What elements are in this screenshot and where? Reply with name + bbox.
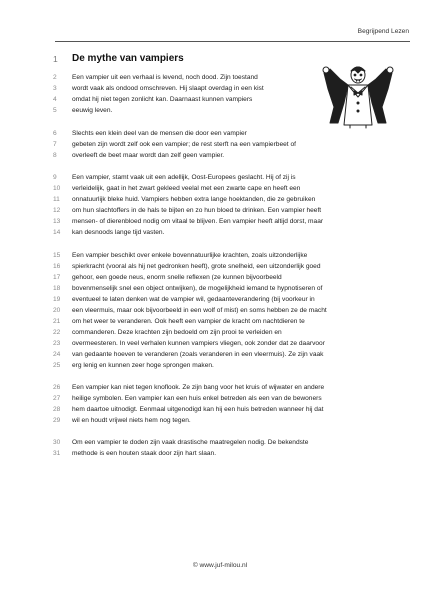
line-text: methode is een houten staak door zijn hart slaan. xyxy=(72,450,217,457)
line-number: 19 xyxy=(53,296,61,303)
line-text: onnatuurlijk bleke huid. Vampiers hebben extra lange hoektanden, die ze gebruiken xyxy=(72,196,316,203)
text-line xyxy=(0,382,440,393)
text-line xyxy=(0,205,440,216)
line-number: 1 xyxy=(53,54,58,64)
text-line xyxy=(0,404,440,415)
text-line xyxy=(0,83,440,94)
line-number: 17 xyxy=(53,274,61,281)
line-number: 13 xyxy=(53,218,61,225)
text-line xyxy=(0,316,440,327)
text-line xyxy=(0,349,440,360)
line-text: Slechts een klein deel van de mensen die door een vampier xyxy=(72,130,247,137)
line-number: 2 xyxy=(53,74,57,81)
text-line xyxy=(0,448,440,459)
line-number: 7 xyxy=(53,141,57,148)
page-title: De mythe van vampiers xyxy=(72,53,184,64)
text-line xyxy=(0,227,440,238)
line-text: heilige symbolen. Een vampier kan een huis enkel betreden als een van de bewoners xyxy=(72,395,322,402)
line-number: 6 xyxy=(53,130,57,137)
header-divider xyxy=(55,41,410,42)
text-line xyxy=(0,327,440,338)
line-text: Een vampier kan niet tegen knoflook. Ze zijn bang voor het kruis of wijwater en andere xyxy=(72,384,325,391)
line-text: van gedaante hoeven te veranderen (zoals veranderen in een vleermuis). Ze zijn vaak xyxy=(72,351,324,358)
line-text: om het weer te veranderen. Ook heeft een vampier de kracht om nachtdieren te xyxy=(72,318,305,325)
line-text: hem daartoe uitnodigt. Eenmaal uitgenodigd kan hij een huis betreden wanneer hij dat xyxy=(72,406,324,413)
line-number: 23 xyxy=(53,340,61,347)
text-line xyxy=(0,250,440,261)
line-number: 24 xyxy=(53,351,61,358)
line-text: om hun slachtoffers in de hals te bijten en zo hun bloed te drinken. Een vampier heeft xyxy=(72,207,322,214)
line-number: 3 xyxy=(53,85,57,92)
text-line xyxy=(0,393,440,404)
text-line xyxy=(0,128,440,139)
line-text: eventueel te laten denken wat de vampier wil, gedaanteverandering (bij voorkeur in xyxy=(72,296,315,303)
line-text: mensen- of dierenbloed nodig om vitaal te blijven. Een vampier heeft altijd dorst, maar xyxy=(72,218,324,225)
line-text: overleeft de beet maar wordt dan zelf geen vampier. xyxy=(72,152,225,159)
line-text: Een vampier beschikt over enkele bovennatuurlijke krachten, zoals uitzonderlijke xyxy=(72,252,308,259)
line-text: gebeten zijn wordt zelf ook een vampier; de rest sterft na een vampierbeet of xyxy=(72,141,296,148)
line-number: 10 xyxy=(53,185,61,192)
text-line xyxy=(0,94,440,105)
line-text: spierkracht (vooral als hij net gedronken heeft), grote snelheid, een uitzonderlijk goed xyxy=(72,263,321,270)
text-line xyxy=(0,105,440,116)
line-number: 30 xyxy=(53,439,61,446)
line-text: wordt vaak als ondood omschreven. Hij slaapt overdag in een kist xyxy=(72,85,264,92)
text-line xyxy=(0,415,440,426)
line-number: 4 xyxy=(53,96,57,103)
line-number: 26 xyxy=(53,384,61,391)
line-text: Om een vampier te doden zijn vaak drastische maatregelen nodig. De bekendste xyxy=(72,439,309,446)
line-number: 9 xyxy=(53,174,57,181)
text-line xyxy=(0,338,440,349)
line-text: verleidelijk, gaat in het zwart gekleed veelal met een zwarte cape en heeft een xyxy=(72,185,301,192)
line-number: 29 xyxy=(53,417,61,424)
header-label: Begrijpend Lezen xyxy=(357,28,409,35)
line-number: 5 xyxy=(53,107,57,114)
line-number: 21 xyxy=(53,318,61,325)
text-line xyxy=(0,283,440,294)
line-text: bovenmenselijk snel een object ontwijken), de mogelijkheid iemand te hypnotiseren of xyxy=(72,285,323,292)
line-number: 22 xyxy=(53,329,61,336)
text-line xyxy=(0,305,440,316)
line-number: 12 xyxy=(53,207,61,214)
text-line xyxy=(0,172,440,183)
line-text: commanderen. Deze krachten zijn bedoeld om zijn prooi te verleiden en xyxy=(72,329,282,336)
text-line xyxy=(0,272,440,283)
text-line xyxy=(0,216,440,227)
line-number: 16 xyxy=(53,263,61,270)
text-line xyxy=(0,150,440,161)
line-number: 15 xyxy=(53,252,61,259)
line-text: gehoor, een goede neus, enorm snelle reflexen (ze kunnen bijvoorbeeld xyxy=(72,274,282,281)
line-number: 14 xyxy=(53,229,61,236)
line-number: 25 xyxy=(53,362,61,369)
footer-credit: © www.juf-milou.nl xyxy=(192,562,248,569)
line-text: overmeesteren. In veel verhalen kunnen vampiers vliegen, ook zonder dat ze daarvoor xyxy=(72,340,325,347)
line-text: omdat hij niet tegen zonlicht kan. Daarnaast kunnen vampiers xyxy=(72,96,253,103)
line-text: kan desnoods lange tijd vasten. xyxy=(72,229,165,236)
line-text: een vleermuis, maar ook bijvoorbeeld in een wolf of mist) en soms hebben ze de macht xyxy=(72,307,327,314)
line-text: wil en houdt vrijwel niets hem nog tegen. xyxy=(72,417,191,424)
line-number: 31 xyxy=(53,450,61,457)
text-line xyxy=(0,437,440,448)
text-line xyxy=(0,139,440,150)
line-text: erg lenig en kunnen zeer hoge sprongen maken. xyxy=(72,362,214,369)
line-number: 20 xyxy=(53,307,61,314)
line-number: 11 xyxy=(53,196,60,203)
line-text: Een vampier, stamt vaak uit een adellijk, Oost-Europees geslacht. Hij of zij is xyxy=(72,174,296,181)
line-number: 8 xyxy=(53,152,57,159)
text-line xyxy=(0,194,440,205)
text-line xyxy=(0,360,440,371)
text-line xyxy=(0,261,440,272)
line-number: 28 xyxy=(53,406,61,413)
text-line xyxy=(0,72,440,83)
text-line xyxy=(0,183,440,194)
line-text: Een vampier uit een verhaal is levend, noch dood. Zijn toestand xyxy=(72,74,258,81)
line-text: eeuwig leven. xyxy=(72,107,113,114)
text-line xyxy=(0,294,440,305)
line-number: 27 xyxy=(53,395,61,402)
line-number: 18 xyxy=(53,285,61,292)
